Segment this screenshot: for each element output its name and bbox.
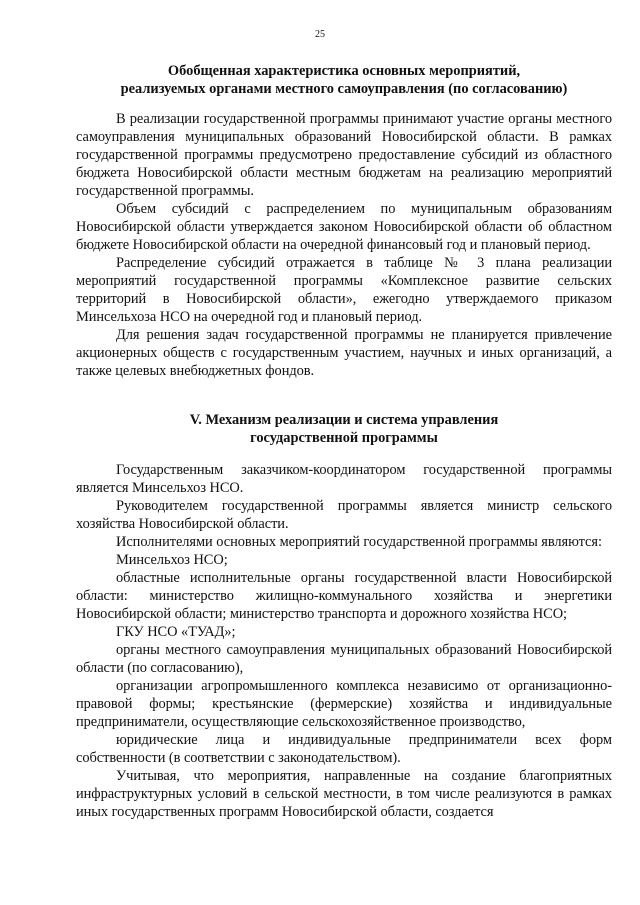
paragraph: Государственным заказчиком-координатором государственной программы является Минсельхоз НСО.	[76, 462, 612, 496]
paragraph: Распределение субсидий отражается в таблице № 3 плана реализации мероприятий государственной программы «Комплексное развитие сельских территорий в Новосибирской области», ежегодно утверждаемого приказом Минсельхоза НСО на очередной год и плановый период.	[76, 255, 612, 325]
paragraph: юридические лица и индивидуальные предприниматели всех форм собственности (в соответствии с законодательством).	[76, 732, 612, 766]
section-heading-line: реализуемых органами местного самоуправления (по согласованию)	[120, 81, 568, 97]
paragraph: ГКУ НСО «ТУАД»;	[116, 624, 236, 640]
section-heading-line: V. Механизм реализации и система управления	[189, 412, 499, 428]
paragraph: В реализации государственной программы принимают участие органы местного самоуправления муниципальных образований Новосибирской области. В рамках государственной программы предусмотрено предоставление субсидий из областного бюджета Новосибирской области местным бюджетам на реализацию мероприятий государственной программы.	[76, 111, 612, 199]
paragraph: областные исполнительные органы государственной власти Новосибирской области: министерство жилищно-коммунального хозяйства и энергетики Новосибирской области; министерство транспорта и дорожного хозяйства НСО;	[76, 570, 612, 622]
section-heading-line: государственной программы	[250, 430, 438, 446]
page-number: 25	[315, 29, 325, 40]
paragraph: Минсельхоз НСО;	[116, 552, 228, 568]
section-heading-line: Обобщенная характеристика основных мероприятий,	[167, 63, 521, 79]
section-body-summary	[76, 110, 612, 380]
paragraph: Для решения задач государственной программы не планируется привлечение акционерных обществ с государственным участием, научных и иных организаций, а также целевых внебюджетных фондов.	[76, 327, 612, 379]
section-heading-mechanism	[76, 411, 612, 447]
paragraph: организации агропромышленного комплекса независимо от организационно-правовой формы; крестьянские (фермерские) хозяйства и индивидуальные предприниматели, осуществляющие сельскохозяйственное производство,	[76, 678, 612, 730]
paragraph: Объем субсидий с распределением по муниципальным образованиям Новосибирской области утверждается законом Новосибирской области об областном бюджете Новосибирской области на очередной финансовый год и плановый период.	[76, 201, 612, 253]
section-body-mechanism	[76, 461, 612, 821]
paragraph: органы местного самоуправления муниципальных образований Новосибирской области (по согласованию),	[76, 642, 612, 676]
paragraph: Учитывая, что мероприятия, направленные на создание благоприятных инфраструктурных условий в сельской местности, в том числе реализуются в рамках иных государственных программ Новосибирской области, создается	[76, 768, 612, 820]
section-heading-summary	[76, 62, 612, 98]
paragraph: Руководителем государственной программы является министр сельского хозяйства Новосибирской области.	[76, 498, 612, 532]
paragraph: Исполнителями основных мероприятий государственной программы являются:	[116, 534, 602, 550]
